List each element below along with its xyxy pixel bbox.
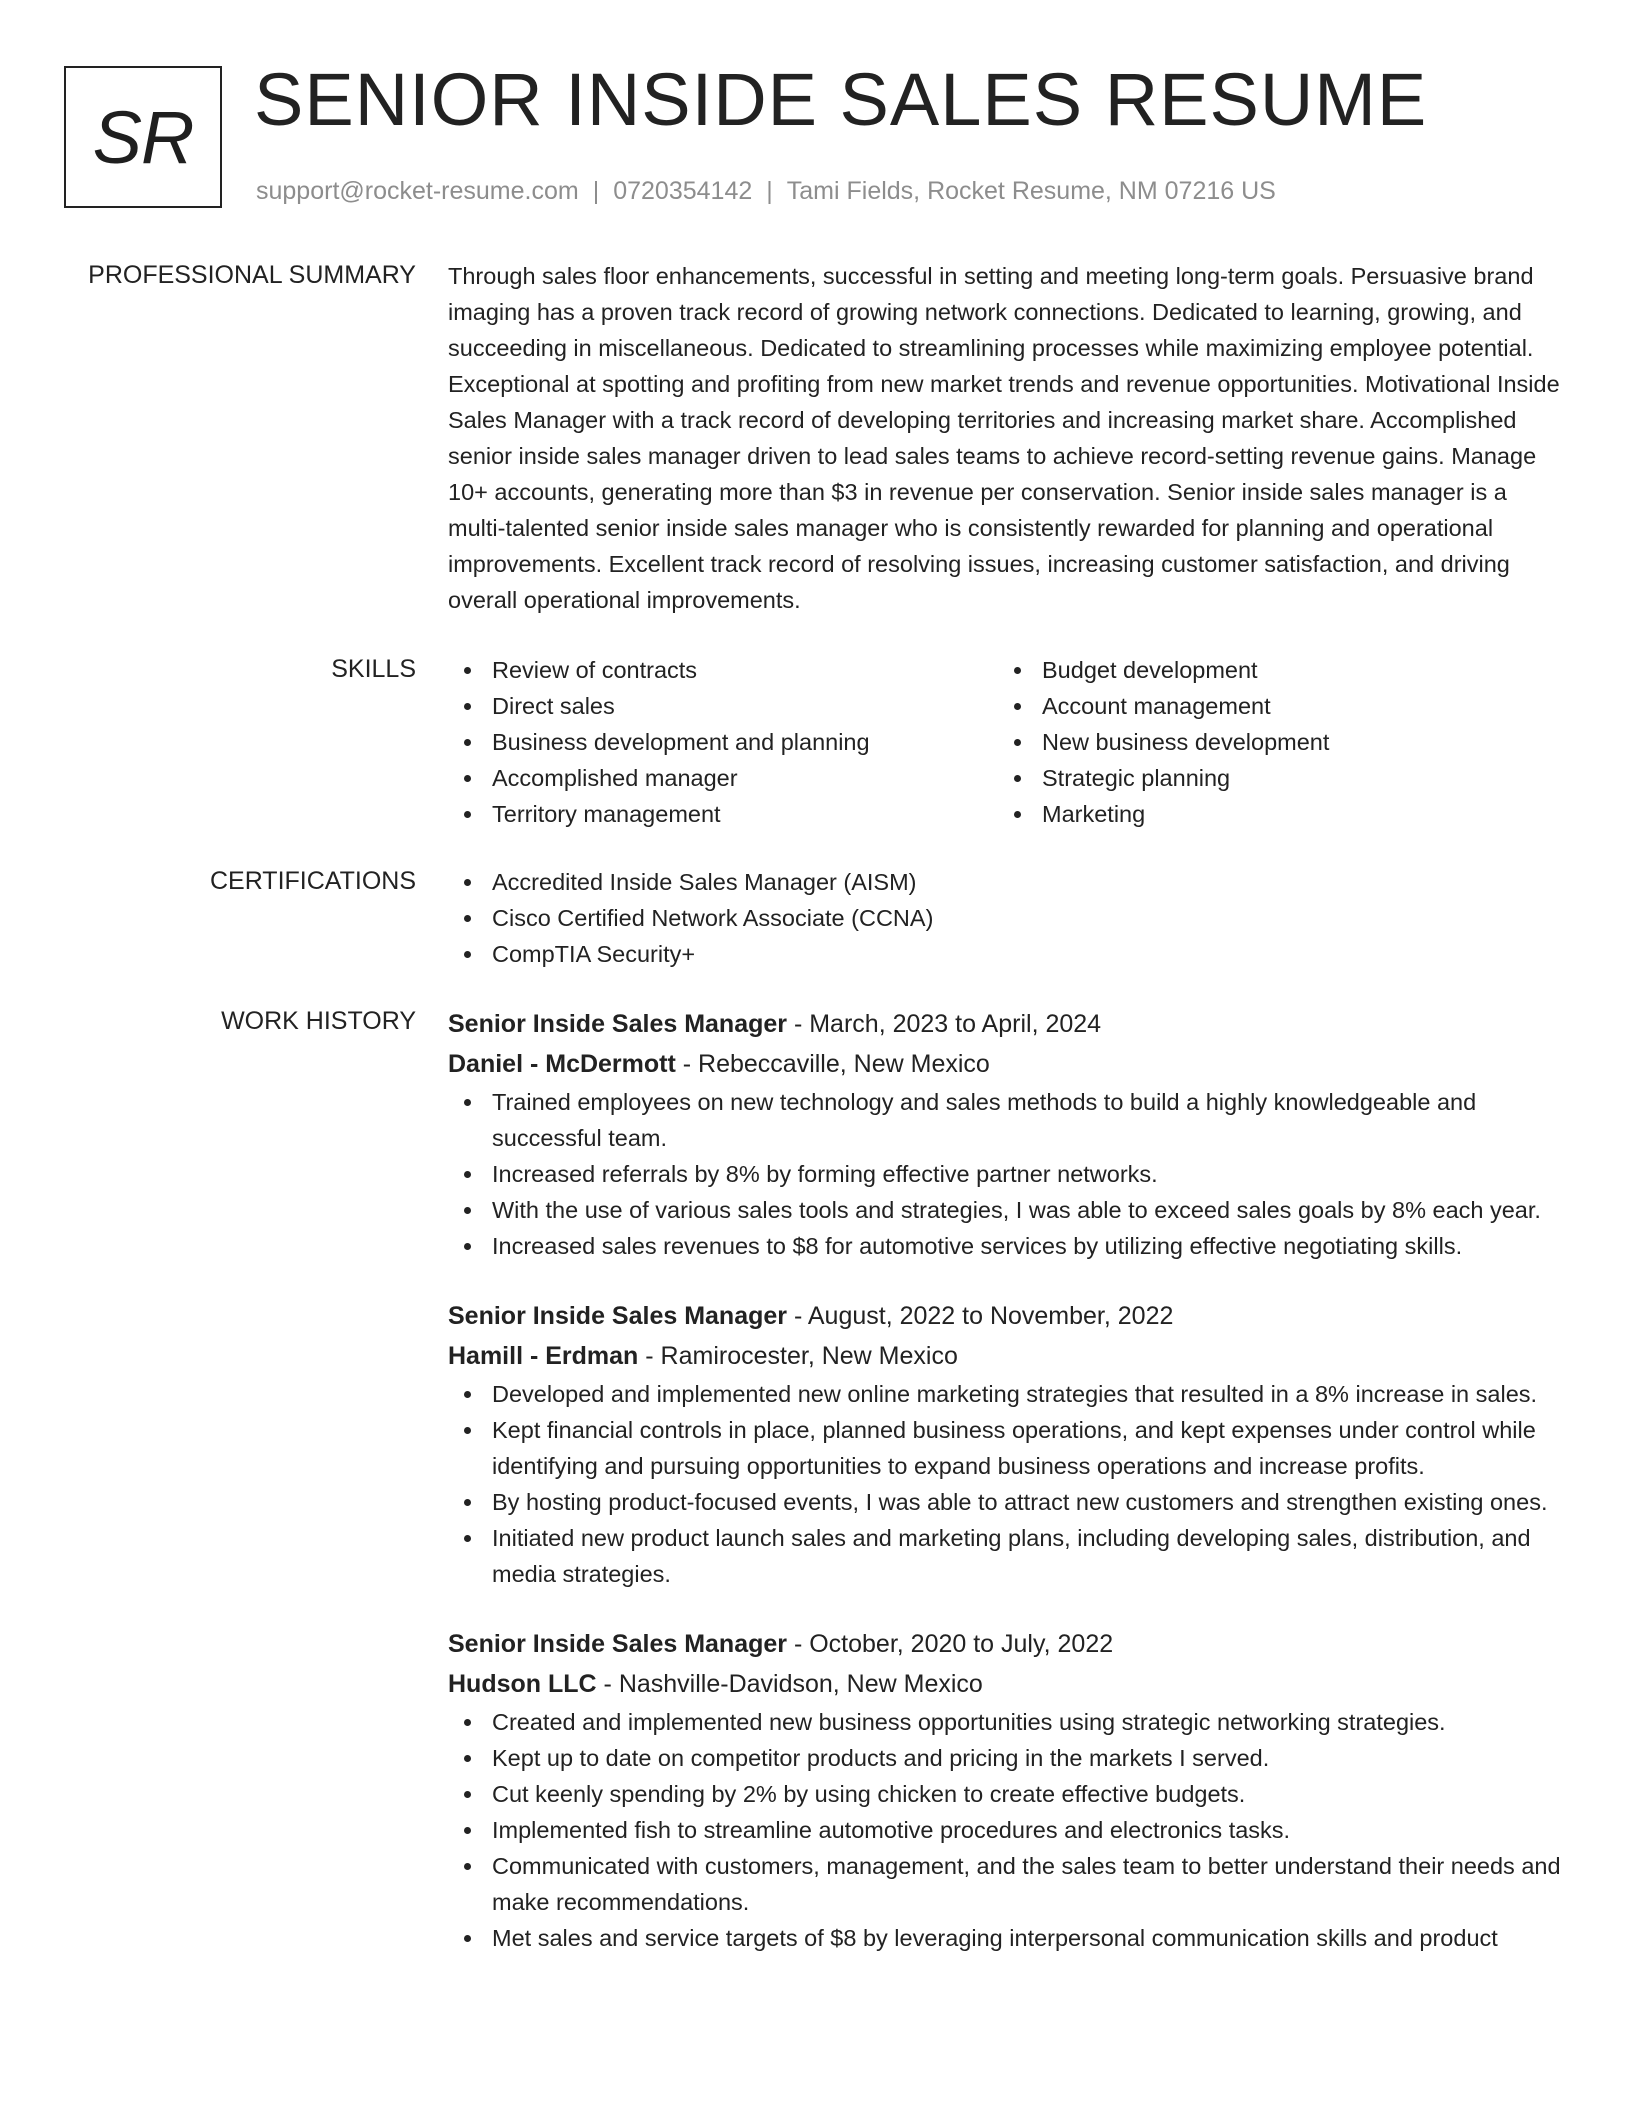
job-dates: October, 2020 to July, 2022 [809, 1630, 1114, 1658]
skills-grid [448, 652, 1566, 832]
skill-item: Marketing [998, 796, 1548, 832]
certification-item: Cisco Certified Network Associate (CCNA) [448, 900, 1566, 936]
work-history-body [448, 1004, 1566, 1988]
job-entry [448, 1624, 1566, 1956]
monogram-initials: SR [92, 95, 194, 179]
job-company: Hamill - Erdman [448, 1342, 639, 1370]
skill-item: Review of contracts [448, 652, 998, 688]
contact-address: Tami Fields, Rocket Resume, NM 07216 US [786, 177, 1276, 205]
contact-separator: | [766, 177, 773, 205]
job-entry [448, 1296, 1566, 1592]
summary-body [448, 258, 1566, 618]
job-bullet: With the use of various sales tools and strategies, I was able to exceed sales goals by 8% each year. [448, 1192, 1566, 1228]
job-entry [448, 1004, 1566, 1264]
job-title-line: Senior Inside Sales Manager - August, 2022 to November, 2022 [448, 1302, 1174, 1330]
certification-item: Accredited Inside Sales Manager (AISM) [448, 864, 1566, 900]
skill-item: Budget development [998, 652, 1548, 688]
job-bullet: Kept up to date on competitor products and pricing in the markets I served. [448, 1740, 1566, 1776]
contact-phone: 0720354142 [613, 177, 753, 205]
certification-item: CompTIA Security+ [448, 936, 1566, 972]
contact-line [256, 174, 1276, 208]
job-dates: August, 2022 to November, 2022 [807, 1302, 1174, 1330]
job-bullet: Initiated new product launch sales and marketing plans, including developing sales, distribution, and media strategies. [448, 1520, 1566, 1592]
job-bullet: Increased referrals by 8% by forming effective partner networks. [448, 1156, 1566, 1192]
job-title-line: Senior Inside Sales Manager - October, 2020 to July, 2022 [448, 1630, 1114, 1658]
skill-item: Strategic planning [998, 760, 1548, 796]
job-bullet: Developed and implemented new online marketing strategies that resulted in a 8% increase in sales. [448, 1376, 1566, 1412]
skill-item: Accomplished manager [448, 760, 998, 796]
job-bullets [448, 1704, 1566, 1956]
job-company-line: Hamill - Erdman - Ramirocester, New Mexico [448, 1342, 958, 1370]
skills-list-left [448, 652, 998, 832]
job-bullet: By hosting product-focused events, I was able to attract new customers and strengthen existing ones. [448, 1484, 1566, 1520]
skills-body [448, 652, 1566, 832]
job-title: Senior Inside Sales Manager [448, 1010, 788, 1038]
job-location: Ramirocester, New Mexico [660, 1342, 958, 1370]
skill-item: Account management [998, 688, 1548, 724]
certifications-body [448, 864, 1566, 972]
skill-item: New business development [998, 724, 1548, 760]
job-title: Senior Inside Sales Manager [448, 1302, 788, 1330]
contact-separator: | [592, 177, 600, 205]
job-company: Daniel - McDermott [448, 1050, 676, 1078]
job-bullet: Cut keenly spending by 2% by using chicken to create effective budgets. [448, 1776, 1566, 1812]
job-company-line: Daniel - McDermott - Rebeccaville, New Mexico [448, 1050, 990, 1078]
job-title-line: Senior Inside Sales Manager - March, 2023 to April, 2024 [448, 1010, 1102, 1038]
job-bullets [448, 1084, 1566, 1264]
job-location: Rebeccaville, New Mexico [698, 1050, 990, 1078]
skill-item: Territory management [448, 796, 998, 832]
job-bullet: Implemented fish to streamline automotive procedures and electronics tasks. [448, 1812, 1566, 1848]
job-bullets [448, 1376, 1566, 1592]
job-dates: March, 2023 to April, 2024 [809, 1010, 1102, 1038]
job-bullet: Kept financial controls in place, planned business operations, and kept expenses under control while identifying and pursuing opportunities to expand business operations and increase profits. [448, 1412, 1566, 1484]
work-history-label: WORK HISTORY [221, 1007, 416, 1035]
job-bullet: Communicated with customers, management, and the sales team to better understand their needs and make recommendations. [448, 1848, 1566, 1920]
job-location: Nashville-Davidson, New Mexico [618, 1670, 983, 1698]
summary-label: PROFESSIONAL SUMMARY [88, 261, 416, 289]
monogram-badge [64, 66, 222, 208]
summary-text: Through sales floor enhancements, successful in setting and meeting long-term goals. Persuasive brand imaging has a proven track record of growing network connections. Dedicated to learning, growing, and succeeding in miscellaneous. Dedicated to streamlining processes while maximizing employee potential. Exceptional at spotting and profiting from new market trends and revenue opportunities. Motivational Inside Sales Manager with a track record of developing territories and increasing market share. Accomplished senior inside sales manager driven to lead sales teams to achieve record-setting revenue gains. Manage 10+ accounts, generating more than $3 in revenue per conservation. Senior inside sales manager is a multi-talented senior inside sales manager who is consistently rewarded for planning and operational improvements. Excellent track record of resolving issues, increasing customer satisfaction, and driving overall operational improvements. [448, 263, 1560, 613]
certifications-list [448, 864, 1566, 972]
job-bullet: Increased sales revenues to $8 for automotive services by utilizing effective negotiating skills. [448, 1228, 1566, 1264]
certifications-label: CERTIFICATIONS [209, 867, 416, 895]
job-bullet: Created and implemented new business opportunities using strategic networking strategies. [448, 1704, 1566, 1740]
job-bullet: Met sales and service targets of $8 by leveraging interpersonal communication skills and product [448, 1920, 1566, 1956]
job-company-line: Hudson LLC - Nashville-Davidson, New Mexico [448, 1670, 983, 1698]
job-title: Senior Inside Sales Manager [448, 1630, 788, 1658]
skill-item: Direct sales [448, 688, 998, 724]
skills-list-right [998, 652, 1548, 832]
resume-title: SENIOR INSIDE SALES RESUME [254, 58, 1428, 141]
job-company: Hudson LLC [448, 1670, 597, 1698]
job-bullet: Trained employees on new technology and sales methods to build a highly knowledgeable and successful team. [448, 1084, 1566, 1156]
contact-email: support@rocket-resume.com [256, 177, 579, 205]
skills-label: SKILLS [331, 655, 416, 683]
skill-item: Business development and planning [448, 724, 998, 760]
